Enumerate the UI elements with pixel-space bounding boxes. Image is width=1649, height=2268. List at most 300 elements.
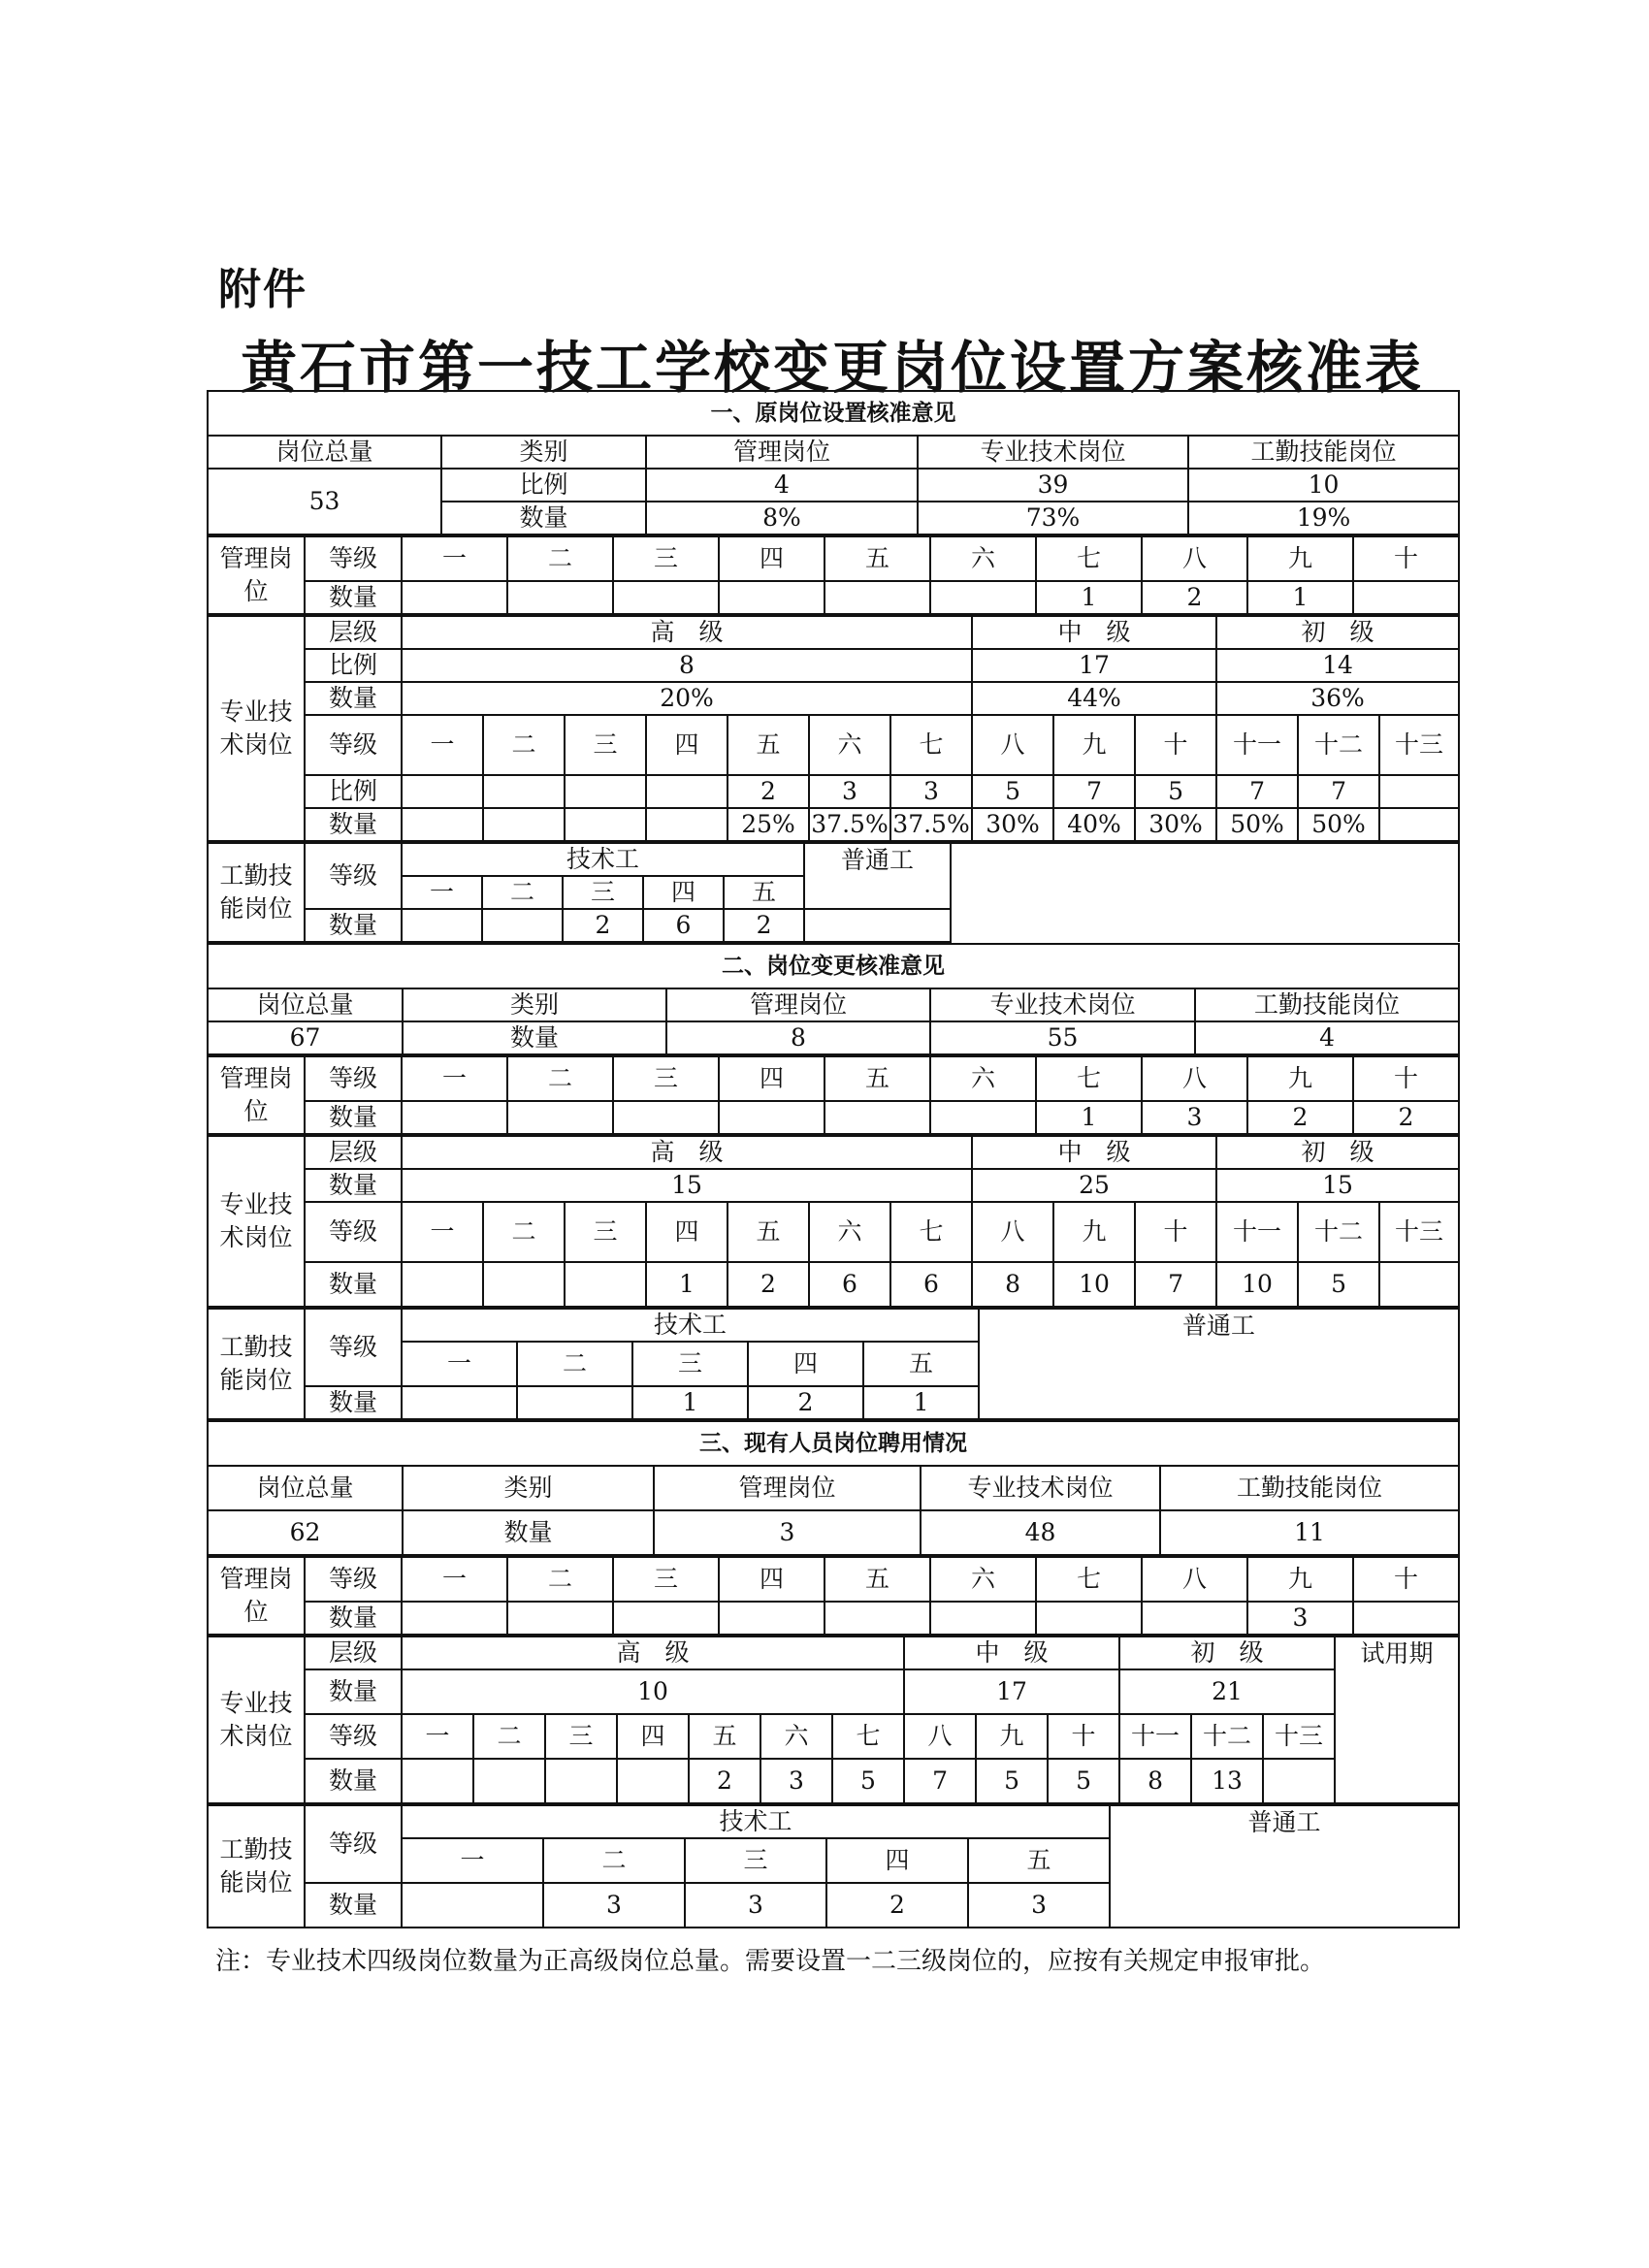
grade-ratio-cell [402,775,483,808]
grade-header: 七 [890,1202,972,1262]
general-worker-label: 普通工 [804,843,951,876]
grade-count-cell [402,909,482,942]
grade-count-cell [402,1602,507,1635]
trial-period-blank [1335,1669,1459,1803]
grade-header: 二 [507,1056,613,1101]
grade-count-cell [402,808,483,841]
section3-pro-table [207,1636,1460,1804]
pro-row-label: 专业技术岗位 [208,616,305,841]
section3-pro-count: 48 [921,1510,1160,1555]
count-label: 数量 [305,682,402,715]
grade-count-cell [473,1759,545,1803]
grade-header: 五 [724,876,804,909]
grade-ratio-cell: 7 [1298,775,1379,808]
grade-label: 等级 [305,536,402,581]
grade-count-cell: 5 [1298,1262,1379,1307]
grade-header: 九 [1247,1056,1353,1101]
grade-header: 三 [613,1056,719,1101]
grade-count-cell [402,1101,507,1134]
grade-count-cell: 3 [1142,1101,1247,1134]
mgmt-post-label: 管理岗位 [654,1466,921,1510]
mgmt-row-label: 管理岗位 [208,1557,305,1635]
grade-label: 等级 [305,715,402,775]
grade-count-cell: 10 [1216,1262,1298,1307]
grade-count-cell [482,909,563,942]
grade-count-cell: 1 [1036,581,1142,614]
count-label: 数量 [403,1021,666,1054]
section1-pro-ratio: 39 [918,469,1188,502]
grade-header: 四 [719,1056,824,1101]
general-worker-count [979,1342,1459,1419]
grade-header: 四 [646,1202,728,1262]
grade-header: 一 [402,876,482,909]
worker-row-label: 工勤技能岗位 [208,1309,305,1419]
pro-row-label: 专业技术岗位 [208,1636,305,1803]
grade-header: 五 [824,1056,930,1101]
grade-header: 一 [402,715,483,775]
grade-header: 十 [1135,1202,1216,1262]
grade-ratio-cell [646,775,728,808]
grade-count-cell [402,1759,473,1803]
grade-count-cell [402,1262,483,1307]
grade-ratio-cell: 5 [972,775,1053,808]
attachment-label: 附件 [218,265,307,314]
grade-count-cell: 8 [1119,1759,1191,1803]
grade-count-cell [1036,1602,1142,1635]
grade-header: 四 [719,536,824,581]
grade-count-cell [402,581,507,614]
grade-count-cell [613,581,719,614]
general-worker-blank [804,876,951,909]
tech-worker-label: 技术工 [402,1309,979,1342]
grade-header: 二 [482,876,563,909]
mgmt-post-label: 管理岗位 [666,988,930,1021]
count-label: 数量 [305,1169,402,1202]
level-junior: 初 级 [1216,616,1459,649]
grade-header: 一 [402,1557,507,1602]
grade-count-cell [545,1759,617,1803]
section1-pro-count: 73% [918,502,1188,535]
section2-pro-table [207,1135,1460,1308]
general-worker-label: 普通工 [1110,1805,1459,1838]
grade-count-cell [613,1101,719,1134]
grade-header: 十一 [1216,1202,1298,1262]
grade-header: 三 [632,1342,748,1386]
grade-count-cell: 5 [1048,1759,1119,1803]
section2-middle-count: 25 [972,1169,1216,1202]
count-label: 数量 [403,1510,654,1555]
section1-worker-ratio: 10 [1188,469,1459,502]
grade-header: 十三 [1263,1714,1335,1759]
level-high: 高 级 [402,1136,972,1169]
section1-worker-count: 19% [1188,502,1459,535]
section3-middle-count: 17 [904,1669,1119,1714]
grade-header: 二 [507,536,613,581]
grade-count-cell [402,1386,517,1419]
category-label: 类别 [403,988,666,1021]
grade-count-cell [507,1101,613,1134]
section2-worker-count: 4 [1195,1021,1459,1054]
grade-header: 四 [643,876,724,909]
grade-count-cell: 5 [832,1759,904,1803]
trial-period-label: 试用期 [1335,1636,1459,1669]
worker-post-label: 工勤技能岗位 [1195,988,1459,1021]
grade-header: 二 [483,1202,565,1262]
grade-count-cell: 6 [890,1262,972,1307]
grade-header: 十 [1353,1557,1459,1602]
level-label: 层级 [305,1636,402,1669]
grade-count-cell: 30% [1135,808,1216,841]
section1-junior-ratio: 14 [1216,649,1459,682]
grade-count-cell: 2 [1142,581,1247,614]
grade-header: 十一 [1119,1714,1191,1759]
level-middle: 中 级 [904,1636,1119,1669]
grade-ratio-cell: 3 [809,775,890,808]
grade-header: 七 [1036,1557,1142,1602]
level-middle: 中 级 [972,616,1216,649]
grade-header: 九 [1247,1557,1353,1602]
grade-header: 八 [972,715,1053,775]
count-label: 数量 [305,1101,402,1134]
grade-count-cell: 3 [1247,1602,1353,1635]
mgmt-post-label: 管理岗位 [646,436,918,469]
section2-mgmt-table [207,1055,1460,1135]
section3-high-count: 10 [402,1669,904,1714]
grade-count-cell: 2 [748,1386,863,1419]
grade-count-cell: 5 [976,1759,1048,1803]
grade-header: 八 [972,1202,1053,1262]
grade-header: 九 [976,1714,1048,1759]
grade-count-cell: 1 [1036,1101,1142,1134]
grade-header: 八 [1142,1056,1247,1101]
count-label: 数量 [305,1883,402,1928]
section2-heading: 二、岗位变更核准意见 [208,944,1459,988]
section1-total-value: 53 [208,469,441,535]
grade-count-cell: 2 [826,1883,968,1928]
grade-header: 三 [565,715,646,775]
tech-worker-label: 技术工 [402,843,804,876]
level-high: 高 级 [402,1636,904,1669]
section1-heading: 一、原岗位设置核准意见 [208,391,1459,436]
grade-header: 六 [930,1557,1036,1602]
section3-mgmt-table [207,1556,1460,1636]
section1-mgmt-ratio: 4 [646,469,918,502]
grade-header: 五 [824,536,930,581]
blank-area [951,843,1459,942]
grade-count-cell: 3 [543,1883,685,1928]
grade-header: 三 [563,876,643,909]
grade-header: 一 [402,1838,543,1883]
grade-header: 六 [930,536,1036,581]
grade-count-cell: 1 [1247,581,1353,614]
grade-count-cell: 40% [1053,808,1135,841]
grade-header: 二 [473,1714,545,1759]
ratio-label: 比例 [305,775,402,808]
grade-header: 五 [728,715,809,775]
grade-header: 十二 [1191,1714,1263,1759]
grade-header: 四 [719,1557,824,1602]
grade-count-cell [930,1602,1036,1635]
grade-header: 五 [863,1342,979,1386]
grade-count-cell [483,1262,565,1307]
tech-worker-label: 技术工 [402,1805,1110,1838]
worker-post-label: 工勤技能岗位 [1188,436,1459,469]
level-junior: 初 级 [1119,1636,1335,1669]
grade-count-cell: 2 [724,909,804,942]
grade-count-cell [719,581,824,614]
grade-header: 二 [483,715,565,775]
grade-count-cell: 37.5% [890,808,972,841]
footnote: 注：专业技术四级岗位数量为正高级岗位总量。需要设置一二三级岗位的，应按有关规定申报审批。 [215,1947,1326,1976]
section2-high-count: 15 [402,1169,972,1202]
grade-header: 十二 [1298,715,1379,775]
grade-count-cell [930,1101,1036,1134]
grade-header: 三 [685,1838,826,1883]
grade-count-cell: 3 [968,1883,1110,1928]
grade-header: 三 [613,1557,719,1602]
grade-count-cell: 3 [760,1759,832,1803]
grade-header: 十三 [1379,1202,1459,1262]
grade-label: 等级 [305,1056,402,1101]
section3-junior-count: 21 [1119,1669,1335,1714]
grade-ratio-cell: 2 [728,775,809,808]
grade-count-cell: 10 [1053,1262,1135,1307]
grade-count-cell [1142,1602,1247,1635]
grade-header: 三 [613,536,719,581]
category-label: 类别 [403,1466,654,1510]
grade-count-cell: 50% [1216,808,1298,841]
grade-ratio-cell: 3 [890,775,972,808]
section1-mgmt-count: 8% [646,502,918,535]
grade-header: 五 [728,1202,809,1262]
grade-header: 六 [760,1714,832,1759]
grade-header: 十二 [1298,1202,1379,1262]
grade-header: 九 [1053,715,1135,775]
section1-middle-ratio: 17 [972,649,1216,682]
grade-count-cell [565,808,646,841]
grade-header: 七 [1036,536,1142,581]
grade-header: 四 [826,1838,968,1883]
section2-worker-table [207,1308,1460,1420]
grade-count-cell [646,808,728,841]
pro-post-label: 专业技术岗位 [918,436,1188,469]
grade-header: 六 [809,1202,890,1262]
grade-header: 六 [930,1056,1036,1101]
section1-pro-table [207,615,1460,842]
general-worker-count [1110,1838,1459,1928]
grade-header: 一 [402,536,507,581]
grade-count-cell [719,1101,824,1134]
section1-high-ratio: 8 [402,649,972,682]
section3-worker-table [207,1804,1460,1928]
grade-label: 等级 [305,1309,402,1386]
grade-header: 五 [968,1838,1110,1883]
grade-count-cell [930,581,1036,614]
grade-count-cell [613,1602,719,1635]
total-posts-label: 岗位总量 [208,436,441,469]
grade-header: 十 [1048,1714,1119,1759]
grade-header: 十三 [1379,715,1459,775]
grade-count-cell: 13 [1191,1759,1263,1803]
grade-count-cell: 6 [809,1262,890,1307]
grade-count-cell: 8 [972,1262,1053,1307]
grade-count-cell [517,1386,632,1419]
grade-ratio-cell [565,775,646,808]
level-middle: 中 级 [972,1136,1216,1169]
grade-count-cell: 2 [563,909,643,942]
grade-header: 九 [1247,536,1353,581]
section2-junior-count: 15 [1216,1169,1459,1202]
grade-count-cell: 2 [1247,1101,1353,1134]
pro-post-label: 专业技术岗位 [930,988,1195,1021]
grade-header: 八 [904,1714,976,1759]
count-label: 数量 [305,1669,402,1714]
grade-header: 五 [824,1557,930,1602]
count-label: 数量 [305,1386,402,1419]
worker-row-label: 工勤技能岗位 [208,1805,305,1928]
worker-post-label: 工勤技能岗位 [1160,1466,1459,1510]
grade-header: 三 [565,1202,646,1262]
grade-header: 一 [402,1714,473,1759]
count-label: 数量 [305,909,402,942]
grade-count-cell [402,1883,543,1928]
grade-count-cell [507,581,613,614]
grade-count-cell [565,1262,646,1307]
grade-count-cell [719,1602,824,1635]
grade-count-cell: 1 [632,1386,748,1419]
pro-post-label: 专业技术岗位 [921,1466,1160,1510]
count-label: 数量 [305,808,402,841]
grade-label: 等级 [305,1805,402,1883]
grade-header: 一 [402,1342,517,1386]
grade-header: 二 [517,1342,632,1386]
grade-count-cell: 3 [685,1883,826,1928]
grade-header: 一 [402,1202,483,1262]
ratio-label: 比例 [441,469,646,502]
count-label: 数量 [305,1262,402,1307]
approval-form [207,390,1458,1928]
grade-label: 等级 [305,843,402,909]
level-junior: 初 级 [1216,1136,1459,1169]
grade-header: 三 [545,1714,617,1759]
mgmt-row-label: 管理岗位 [208,1056,305,1134]
grade-header: 十 [1135,715,1216,775]
section2-mgmt-count: 8 [666,1021,930,1054]
grade-ratio-cell: 7 [1053,775,1135,808]
grade-label: 等级 [305,1714,402,1759]
section1-middle-count: 44% [972,682,1216,715]
grade-count-cell: 7 [904,1759,976,1803]
grade-header: 九 [1053,1202,1135,1262]
grade-count-cell: 30% [972,808,1053,841]
section1-header-table [207,390,1460,535]
grade-count-cell [824,1602,930,1635]
grade-ratio-cell [483,775,565,808]
general-worker-label: 普通工 [979,1309,1459,1342]
grade-header: 七 [1036,1056,1142,1101]
page-title: 黄石市第一技工学校变更岗位设置方案核准表 [240,335,1424,401]
pro-row-label: 专业技术岗位 [208,1136,305,1307]
grade-count-cell [1353,1602,1459,1635]
total-posts-label: 岗位总量 [208,988,403,1021]
section2-header-table [207,943,1460,1055]
grade-count-cell [1379,1262,1459,1307]
grade-ratio-cell [1379,775,1459,808]
grade-header: 二 [507,1557,613,1602]
count-label: 数量 [305,1759,402,1803]
grade-header: 一 [402,1056,507,1101]
section1-worker-table [207,842,1460,943]
worker-row-label: 工勤技能岗位 [208,843,305,942]
grade-header: 四 [617,1714,689,1759]
section3-worker-count: 11 [1160,1510,1459,1555]
count-label: 数量 [305,1602,402,1635]
grade-count-cell: 1 [646,1262,728,1307]
grade-header: 六 [809,715,890,775]
grade-count-cell: 6 [643,909,724,942]
grade-label: 等级 [305,1202,402,1262]
grade-count-cell [507,1602,613,1635]
general-worker-count [804,909,951,942]
grade-ratio-cell: 7 [1216,775,1298,808]
section3-header-table [207,1420,1460,1556]
grade-header: 五 [689,1714,760,1759]
section3-mgmt-count: 3 [654,1510,921,1555]
total-posts-label: 岗位总量 [208,1466,403,1510]
grade-header: 四 [748,1342,863,1386]
grade-label: 等级 [305,1557,402,1602]
grade-header: 十 [1353,536,1459,581]
grade-count-cell: 1 [863,1386,979,1419]
grade-count-cell [1263,1759,1335,1803]
grade-count-cell: 25% [728,808,809,841]
grade-count-cell [617,1759,689,1803]
grade-header: 八 [1142,536,1247,581]
section1-junior-count: 36% [1216,682,1459,715]
grade-count-cell: 2 [689,1759,760,1803]
grade-ratio-cell: 5 [1135,775,1216,808]
grade-header: 四 [646,715,728,775]
grade-count-cell: 2 [1353,1101,1459,1134]
ratio-label: 比例 [305,649,402,682]
count-label: 数量 [441,502,646,535]
grade-header: 八 [1142,1557,1247,1602]
count-label: 数量 [305,581,402,614]
section3-total-value: 62 [208,1510,403,1555]
grade-count-cell [1353,581,1459,614]
section2-total-value: 67 [208,1021,403,1054]
grade-count-cell: 50% [1298,808,1379,841]
section3-heading: 三、现有人员岗位聘用情况 [208,1421,1459,1466]
grade-header: 十 [1353,1056,1459,1101]
section2-pro-count: 55 [930,1021,1195,1054]
grade-header: 七 [890,715,972,775]
level-label: 层级 [305,1136,402,1169]
grade-count-cell [483,808,565,841]
grade-count-cell [1379,808,1459,841]
section1-high-count: 20% [402,682,972,715]
grade-header: 二 [543,1838,685,1883]
mgmt-row-label: 管理岗位 [208,536,305,614]
category-label: 类别 [441,436,646,469]
grade-count-cell [824,581,930,614]
section1-mgmt-table [207,535,1460,615]
level-label: 层级 [305,616,402,649]
grade-count-cell: 7 [1135,1262,1216,1307]
grade-count-cell: 2 [728,1262,809,1307]
level-high: 高 级 [402,616,972,649]
grade-count-cell [824,1101,930,1134]
